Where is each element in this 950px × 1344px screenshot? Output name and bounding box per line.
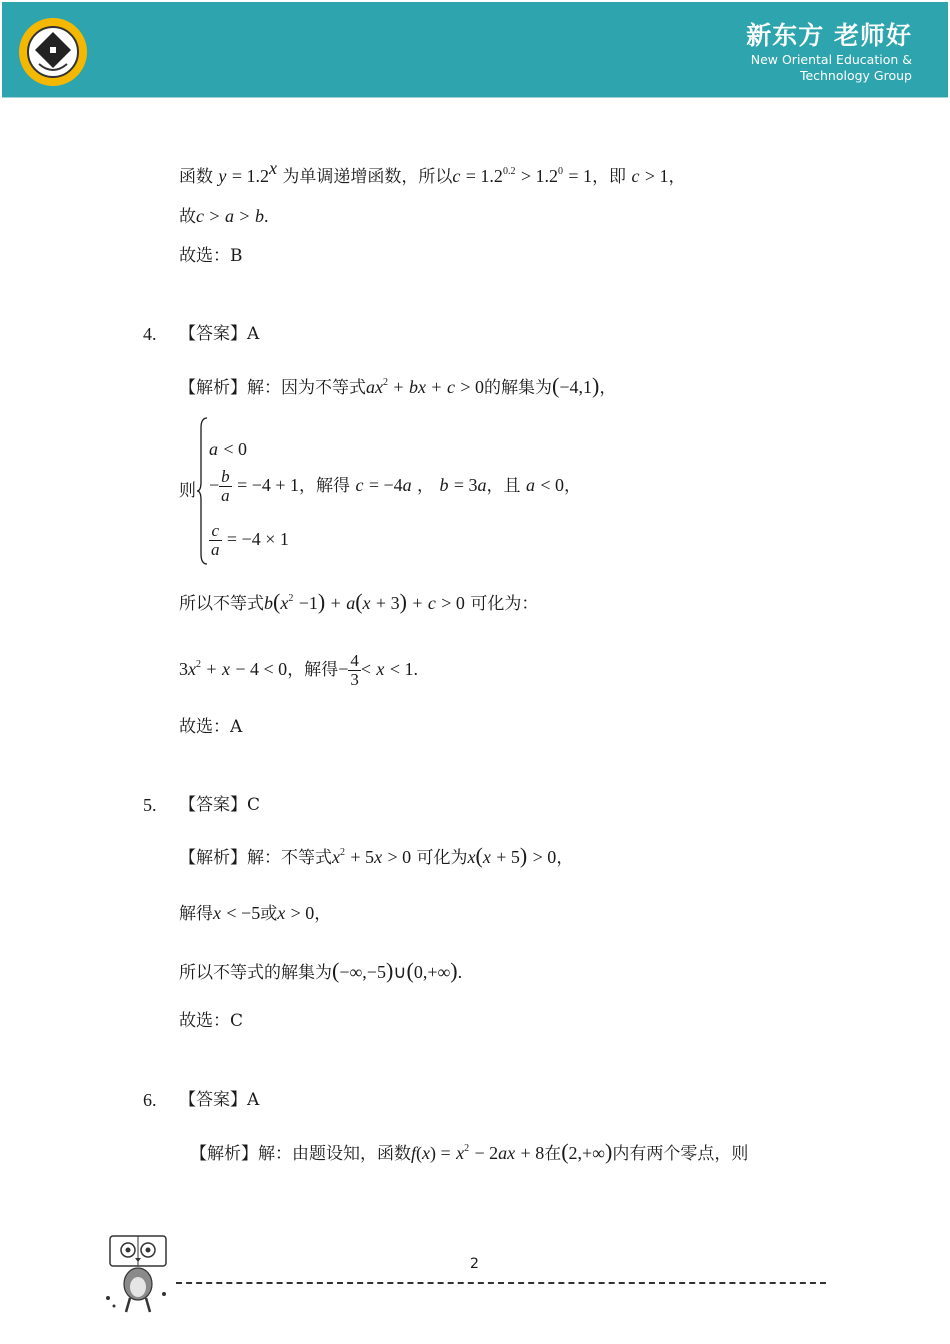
q4-text: 的解集为	[484, 378, 552, 398]
system-brace	[196, 416, 208, 570]
q5-solve: 解得x < −5或x > 0，	[179, 903, 332, 924]
brand-name-en	[751, 52, 912, 84]
q6-text: 在	[544, 1144, 562, 1164]
q3-line1: 函数 $y = 1.2^x$ 为单调递增函数，所以$c = 1.2^{0.2} > 1.2^0 = 1$，即 c > 1，	[179, 158, 686, 187]
q5-text: 【解析】解：不等式	[179, 848, 332, 868]
q5-conclusion: 故选：C	[179, 1011, 244, 1031]
q4-then: 则	[179, 481, 196, 501]
q6-answer: 【答案】A	[179, 1090, 260, 1110]
q5-text: 可化为	[416, 848, 468, 868]
footer-dashed-rule	[176, 1282, 826, 1284]
q5-answer: 【答案】C	[179, 795, 261, 815]
q3-line2: 故c > a > b.	[179, 206, 269, 227]
q4-rewrite: 所以不等式$b(x^2 -1) + a(x + 3) + c > 0$ 可化为：	[179, 589, 539, 614]
q3-text: ，即	[592, 167, 627, 187]
q3-conclusion: 故选：B	[179, 246, 243, 266]
brand-en-line1: New Oriental Education &	[750, 52, 912, 67]
q5-text: 所以不等式的解集为	[179, 963, 332, 983]
brand-name-cn: 新东方 老师好	[746, 21, 912, 50]
system-eq2: − $\frac{b}{a}$ = −4 + 1，解得 c = −4a ， b = 3a，且 a < 0，	[209, 467, 581, 505]
q6-text: 【解析】解：由题设知，函数	[190, 1144, 411, 1164]
q4-text: 所以不等式	[179, 594, 264, 614]
system-eq1: a < 0	[209, 439, 248, 459]
q6-number: 6.	[143, 1090, 157, 1110]
q4-text: 【解析】解：因为不等式	[179, 378, 366, 398]
q5-text: 解得	[179, 904, 213, 924]
q4-text: ，解得	[287, 660, 339, 680]
q6-text: 内有两个零点，则	[612, 1144, 749, 1164]
q5-analysis: 【解析】解：不等式$x^2 + 5x > 0$ 可化为x(x + 5) > 0，	[179, 843, 574, 868]
q3-text: 为单调递增函数，所以	[282, 167, 453, 187]
q3-text: 故	[179, 207, 196, 227]
brand-en-line2: Technology Group	[799, 68, 912, 83]
q5-number: 5.	[143, 795, 157, 815]
owl-mascot-icon	[100, 1232, 174, 1320]
system-eq3: $\frac{c}{a}$ = −4 × 1	[211, 521, 289, 559]
q4-analysis: 【解析】解：因为不等式$ax^2$ + bx + c > 0的解集为(−4,1)，	[179, 373, 617, 398]
q4-text: ，解得	[299, 476, 351, 496]
page-header	[2, 2, 948, 98]
new-oriental-logo-icon	[19, 18, 87, 86]
q6-analysis: 【解析】解：由题设知，函数$f(x) = x^2 - 2ax + 8$在(2,+∞)内有两个零点，则	[190, 1139, 749, 1164]
q4-text: 可化为：	[470, 594, 539, 614]
q4-solve: $3x^2 + x - 4 < 0$，解得− $\frac{4}{3}$ < x < 1.	[179, 651, 418, 689]
q4-text: ，且	[486, 476, 521, 496]
q4-answer: 【答案】A	[179, 324, 260, 344]
q5-text: 或	[260, 904, 278, 924]
q5-set: 所以不等式的解集为(−∞,−5)∪(0,+∞).	[179, 958, 463, 983]
page-number: 2	[470, 1256, 479, 1272]
q4-number: 4.	[143, 324, 157, 344]
q3-text: 函数	[179, 167, 213, 187]
q4-conclusion: 故选：A	[179, 717, 243, 737]
